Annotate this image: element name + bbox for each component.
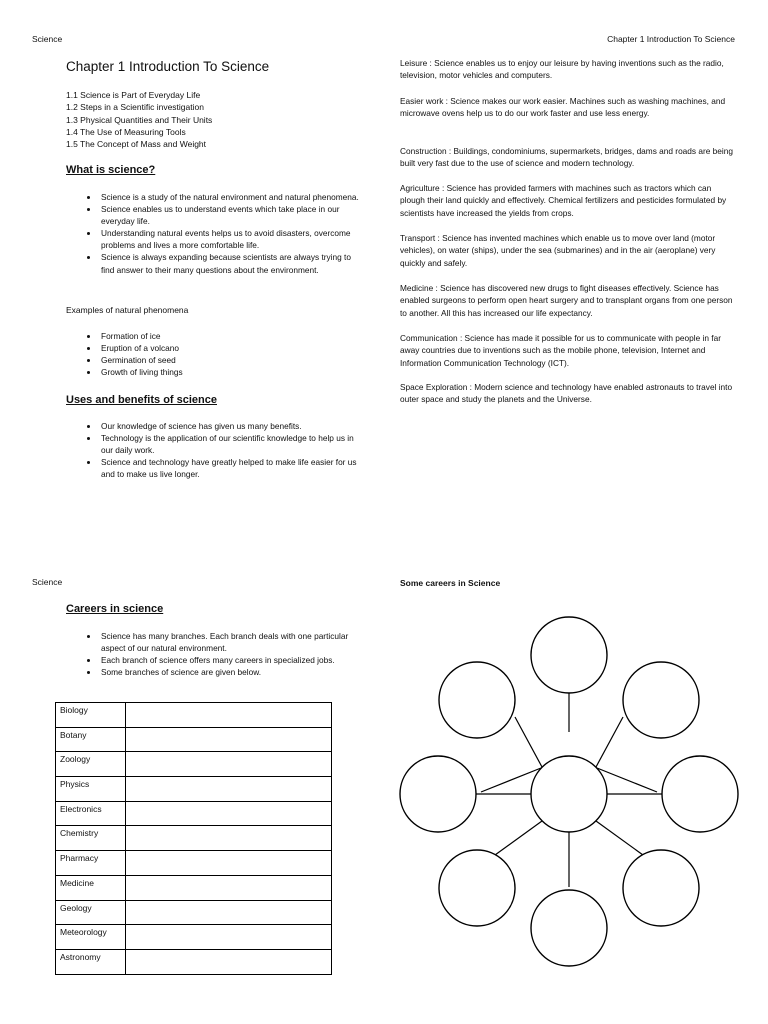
branch-name: Biology [56,703,126,728]
branch-name: Geology [56,900,126,925]
outer-circle [623,662,699,738]
career-cell [126,801,332,826]
list-item: • Some branches of science are given below. [99,666,366,678]
benefit-construction: Construction : Buildings, condominiums, supermarkets, bridges, dams and roads are being built very fast due to the use of science and modern technology. [400,146,733,169]
table-row [56,727,332,752]
outer-circle [439,662,515,738]
table-row [56,900,332,925]
list-item: • Science and technology have greatly helped to make life easier for us and to make us live longer. [99,456,366,480]
list-item: • Germination of seed [99,354,366,366]
career-cell [126,703,332,728]
career-cell [126,777,332,802]
list-item: • Science has many branches. Each branch deals with one particular aspect of our natural environment. [99,630,366,654]
career-cell [126,752,332,777]
branch-name: Pharmacy [56,851,126,876]
chapter-title: Chapter 1 Introduction To Science [66,59,270,74]
connector-line [515,717,542,767]
table-of-contents [66,89,212,150]
center-circle [531,756,607,832]
list-item: • Science enables us to understand events which take place in our everyday life. [99,203,366,227]
branch-name: Zoology [56,752,126,777]
phenomena-heading: Examples of natural phenomena [66,305,189,315]
benefit-transport: Transport : Science has invented machines which enable us to move over land (motor vehicles), on water (ships), under the sea (submarines) and in the air (aeroplane) very quickly and safely. [400,233,716,268]
table-row [56,826,332,851]
page2-header-left: Science [32,577,63,587]
branch-name: Meteorology [56,925,126,950]
career-cell [126,900,332,925]
table-row [56,777,332,802]
benefit-communication: Communication : Science has made it possible for us to communicate with people in far away countries due to inventions such as the mobile phone, television, Internet and Information Communication Technology (ICT). [400,333,721,368]
career-cell [126,925,332,950]
connector-line [596,717,623,767]
table-row [56,851,332,876]
table-row [56,801,332,826]
list-item: • Technology is the application of our scientific knowledge to help us in our daily work. [99,432,366,456]
table-row [56,752,332,777]
career-cell [126,727,332,752]
table-row [56,875,332,900]
list-item: • Growth of living things [99,366,366,378]
connector-line [495,821,542,855]
branch-name: Medicine [56,875,126,900]
header-right: Chapter 1 Introduction To Science [607,34,735,44]
list-item: • Science is a study of the natural environment and natural phenomena. [99,191,366,203]
table-row [56,703,332,728]
careers-list [66,630,366,678]
outer-circle [400,756,476,832]
career-cell [126,875,332,900]
branch-name: Astronomy [56,949,126,974]
benefit-medicine: Medicine : Science has discovered new drugs to fight diseases effectively. Science has enabled surgeons to perform open heart surgery and to transplant organs from one person to another. All this has increased our life expectancy. [400,283,733,318]
phenomena-list [66,330,366,378]
outer-circle [662,756,738,832]
toc-item: 1.2 Steps in a Scientific investigation [66,102,204,113]
toc-item: 1.3 Physical Quantities and Their Units [66,114,213,125]
outer-circle [531,617,607,693]
list-item: • Understanding natural events helps us to avoid disasters, overcome problems and lives a more comfortable life. [99,227,366,251]
branch-name: Electronics [56,801,126,826]
list-item: • Eruption of a volcano [99,342,366,354]
outer-circle [531,890,607,966]
branch-name: Physics [56,777,126,802]
branch-name: Botany [56,727,126,752]
uses-list [66,420,366,480]
list-item: • Formation of ice [99,330,366,342]
benefit-easier-work: Easier work : Science makes our work easier. Machines such as washing machines, and microwave ovens help us to do our work faster and use less energy. [400,96,726,119]
career-cell [126,826,332,851]
header-left: Science [32,34,63,44]
uses-heading: Uses and benefits of science [66,394,217,406]
branch-name: Chemistry [56,826,126,851]
toc-item: 1.4 The Use of Measuring Tools [66,126,186,137]
outer-circle [623,850,699,926]
connector-line [596,821,643,855]
science-branches-table [55,702,332,975]
benefit-agriculture: Agriculture : Science has provided farmers with machines such as tractors which can plough their land quickly and effectively. Chemical fertilizers and pesticides formulated by scientists have increased the yields from crops. [400,183,727,218]
benefit-leisure: Leisure : Science enables us to enjoy our leisure by having inventions such as the radio, television, motor vehicles and computers. [400,58,724,81]
what-is-science-heading: What is science? [66,164,156,176]
outer-circle [439,850,515,926]
what-is-science-list [66,191,366,276]
table-row [56,949,332,974]
list-item: • Our knowledge of science has given us many benefits. [99,420,366,432]
table-row [56,925,332,950]
career-cell [126,851,332,876]
careers-spider-diagram [390,605,760,985]
list-item: • Each branch of science offers many careers in specialized jobs. [99,654,366,666]
diagram-title: Some careers in Science [400,578,501,588]
careers-heading: Careers in science [66,603,164,615]
list-item: • Science is always expanding because scientists are always trying to find answer to their many questions about the environment. [99,251,366,275]
toc-item: 1.5 The Concept of Mass and Weight [66,139,207,150]
career-cell [126,949,332,974]
benefit-space-exploration: Space Exploration : Modern science and technology have enabled astronauts to travel into outer space and study the planets and the Universe. [400,382,733,405]
toc-item: 1.1 Science is Part of Everyday Life [66,90,201,100]
